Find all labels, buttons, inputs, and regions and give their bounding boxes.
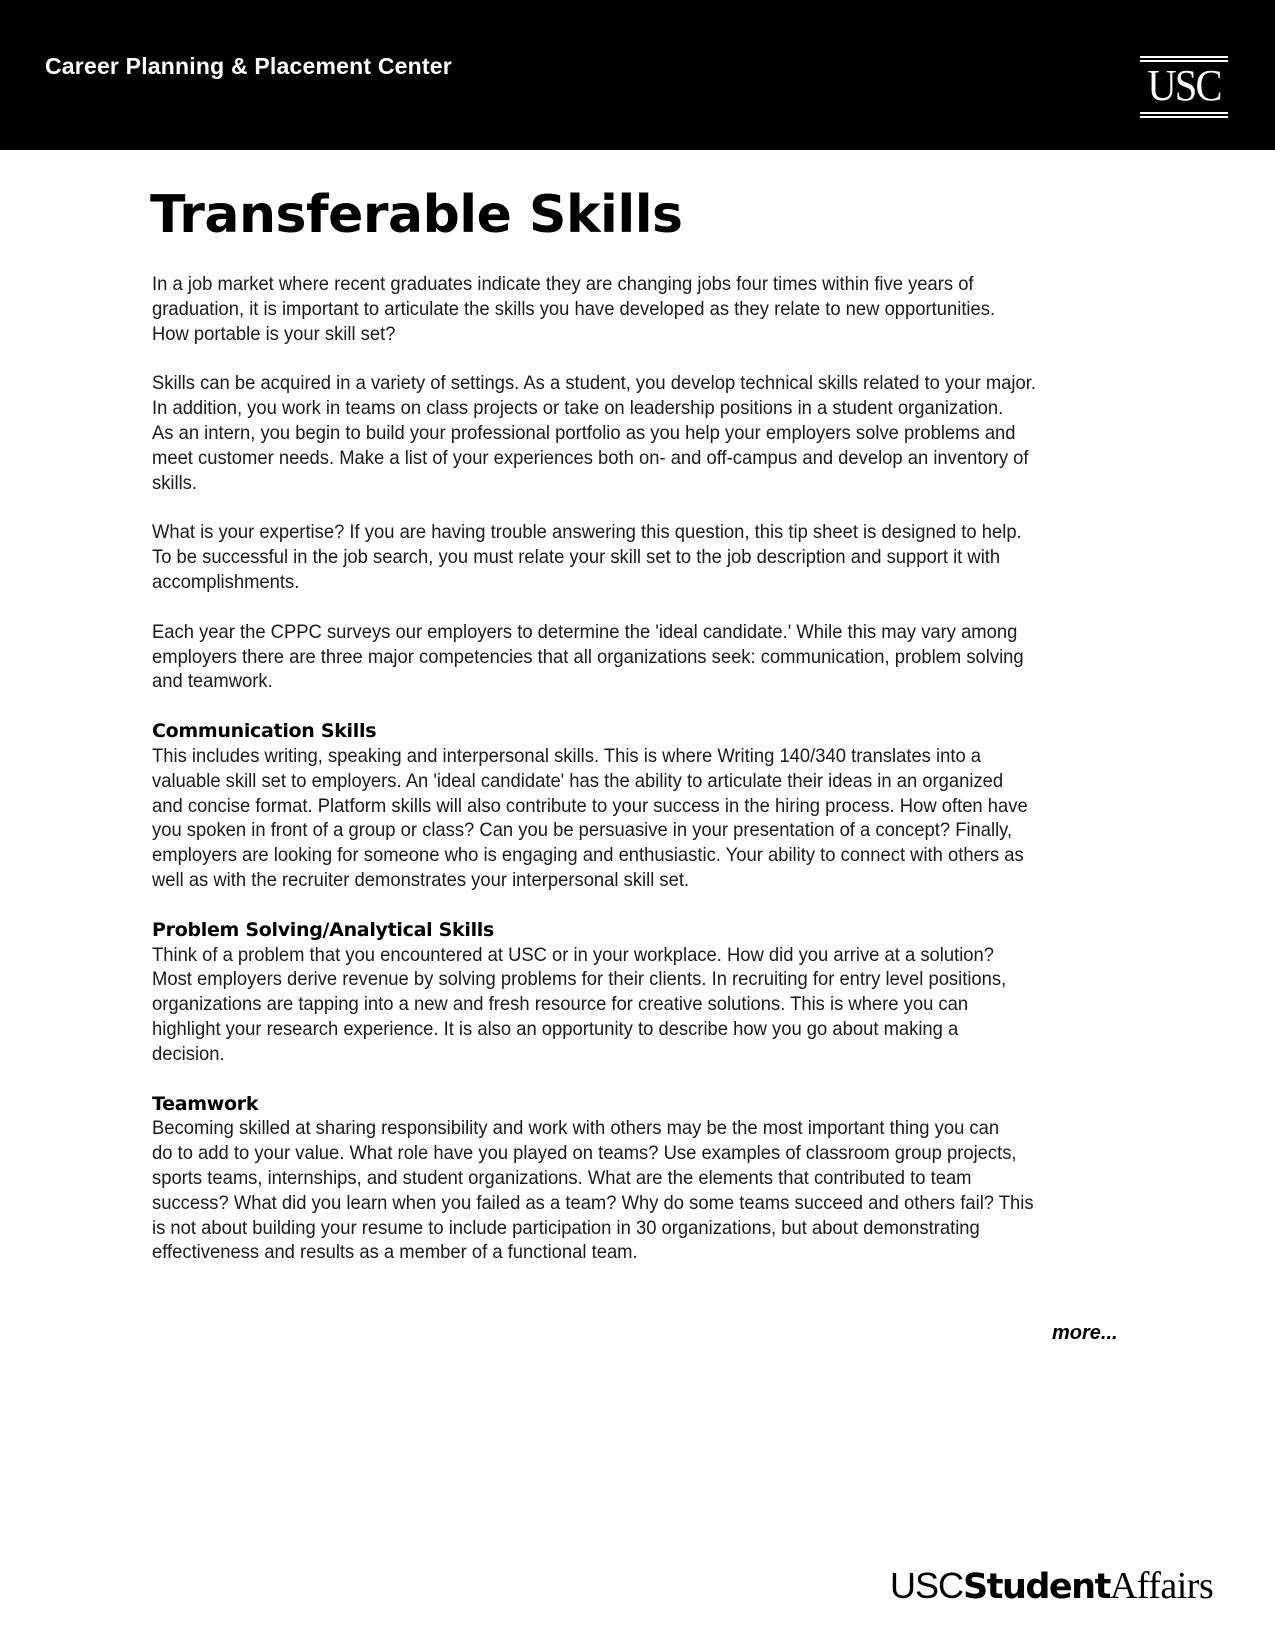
text-line: skills. [152,471,197,494]
text-line: In addition, you work in teams on class projects or take on leadership positions in a student organization. [152,397,1004,420]
footer-logo-student: Student [963,1567,1110,1607]
section-heading: Problem Solving/Analytical Skills [152,918,494,941]
text-line: As an intern, you begin to build your professional portfolio as you help your employers solve problems and [152,421,1016,444]
org-name: Career Planning & Placement Center [45,53,452,79]
document-body [152,272,1132,1290]
section-teamwork [152,1092,1132,1266]
intro-paragraph-3 [152,520,1132,594]
logo-rule-top-1 [1140,56,1228,58]
text-line: Each year the CPPC surveys our employers to determine the 'ideal candidate.' While this may vary among [152,620,1018,643]
text-line: organizations are tapping into a new and fresh resource for creative solutions. This is where you can [152,993,969,1016]
page-title: Transferable Skills [150,185,683,245]
footer-logo-affairs: Affairs [1109,1565,1214,1607]
text-line: do to add to your value. What role have you played on teams? Use examples of classroom group projects, [152,1142,1017,1165]
intro-paragraph-2 [152,371,1132,495]
text-line: accomplishments. [152,570,300,593]
text-line: and concise format. Platform skills will also contribute to your success in the hiring process. How often have [152,794,1028,817]
text-line: success? What did you learn when you failed as a team? Why do some teams succeed and others fail? This [152,1191,1034,1214]
text-line: Becoming skilled at sharing responsibility and work with others may be the most important thing you can [152,1117,1000,1140]
usc-logo-text: USC [1147,61,1221,110]
text-line: meet customer needs. Make a list of your experiences both on- and off-campus and develop an inventory of [152,446,1029,469]
text-line: Skills can be acquired in a variety of settings. As a student, you develop technical skills related to your major. [152,372,1036,395]
text-line: valuable skill set to employers. An 'ideal candidate' has the ability to articulate their ideas in an organized [152,769,1004,792]
section-heading: Teamwork [152,1092,259,1115]
section-communication [152,719,1132,893]
text-line: is not about building your resume to include participation in 30 organizations, but about demonstrating [152,1216,980,1239]
intro-paragraph-1 [152,272,1132,346]
text-line: and teamwork. [152,670,273,693]
text-line: you spoken in front of a group or class? Can you be persuasive in your presentation of a concept? Finally, [152,819,1013,842]
header-band [0,0,1275,150]
usc-logo [1140,56,1228,118]
text-line: In a job market where recent graduates indicate they are changing jobs four times within five years of [152,273,974,295]
text-line: Most employers derive revenue by solving problems for their clients. In recruiting for entry level positions, [152,968,1007,991]
text-line: sports teams, internships, and student organizations. What are the elements that contributed to team [152,1166,972,1189]
text-line: decision. [152,1042,225,1065]
text-line: well as with the recruiter demonstrates your interpersonal skill set. [152,868,690,891]
text-line: highlight your research experience. It is also an opportunity to describe how you go about making a [152,1017,959,1040]
section-problem-solving [152,918,1132,1067]
footer-logo-usc: USC [890,1565,964,1606]
text-line: employers there are three major competencies that all organizations seek: communication, problem solving [152,645,1024,668]
text-line: Think of a problem that you encountered at USC or in your workplace. How did you arrive at a solution? [152,943,995,966]
section-heading: Communication Skills [152,720,377,743]
text-line: What is your expertise? If you are having trouble answering this question, this tip sheet is designed to help. [152,521,1022,544]
text-line: effectiveness and results as a member of a functional team. [152,1241,638,1264]
logo-rule-bottom-2 [1140,116,1228,118]
text-line: graduation, it is important to articulate the skills you have developed as they relate to new opportunities. [152,297,996,320]
text-line: To be successful in the job search, you must relate your skill set to the job description and support it with [152,546,1001,569]
text-line: employers are looking for someone who is engaging and enthusiastic. Your ability to connect with others as [152,844,1024,867]
more-link[interactable]: more... [1052,1322,1118,1344]
logo-rule-bottom-1 [1140,112,1228,114]
text-line: How portable is your skill set? [152,322,396,345]
intro-paragraph-4 [152,620,1132,694]
text-line: This includes writing, speaking and interpersonal skills. This is where Writing 140/340 translates into a [152,744,982,767]
usc-student-affairs-logo [890,1566,1213,1613]
